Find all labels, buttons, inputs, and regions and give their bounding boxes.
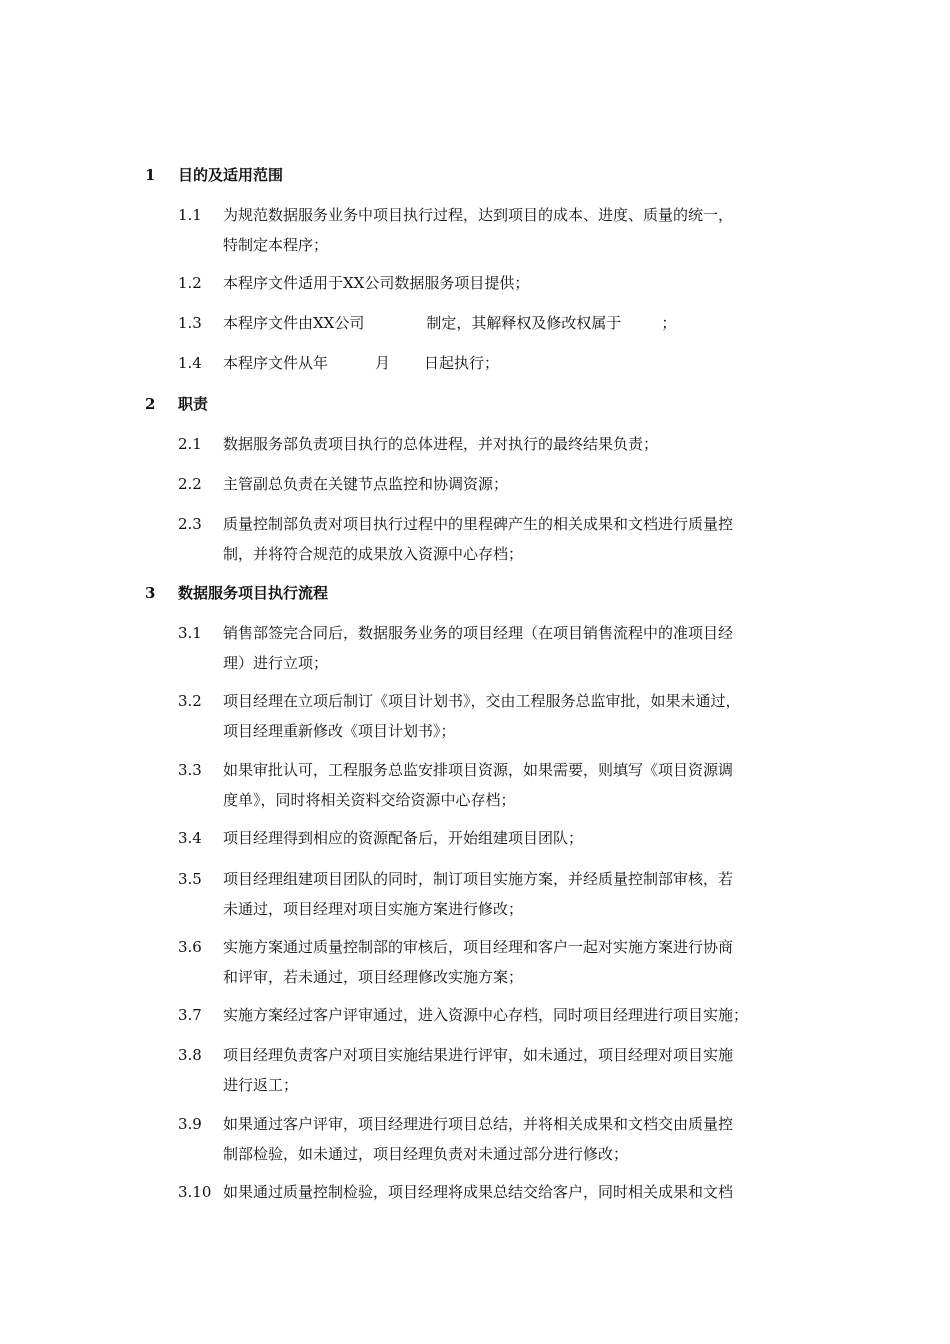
list-item bbox=[178, 755, 733, 815]
item-text-part: 制定，其解释权及修改权属于 bbox=[426, 314, 622, 332]
item-text: 特制定本程序； bbox=[223, 236, 329, 254]
section-number: 3 bbox=[145, 584, 156, 602]
item-text: 项目经理组建项目团队的同时，制订项目实施方案，并经质量控制部审核，若 bbox=[223, 870, 734, 888]
list-item bbox=[178, 823, 583, 853]
item-text-part: 日起执行； bbox=[424, 354, 500, 372]
item-text: 质量控制部负责对项目执行过程中的里程碑产生的相关成果和文档进行质量控 bbox=[223, 515, 734, 533]
item-text: 项目经理重新修改《项目计划书》； bbox=[223, 722, 456, 740]
item-number: 3.8 bbox=[178, 1046, 202, 1064]
item-text: 如果通过客户评审，项目经理进行项目总结，并将相关成果和文档交由质量控 bbox=[223, 1115, 734, 1133]
item-text: 项目经理负责客户对项目实施结果进行评审，如未通过，项目经理对项目实施 bbox=[223, 1046, 734, 1064]
item-text: 销售部签完合同后，数据服务业务的项目经理（在项目销售流程中的准项目经 bbox=[223, 624, 734, 642]
list-item bbox=[178, 469, 508, 499]
item-text: 项目经理在立项后制订《项目计划书》，交由工程服务总监审批，如果未通过， bbox=[223, 692, 741, 710]
item-text-part: 本程序文件由XX公司 bbox=[223, 314, 365, 332]
item-number: 3.2 bbox=[178, 692, 202, 710]
list-item bbox=[178, 1040, 733, 1100]
item-number: 3.6 bbox=[178, 938, 202, 956]
section-heading bbox=[145, 394, 208, 414]
list-item bbox=[178, 509, 733, 569]
item-text: 度单》，同时将相关资料交给资源中心存档； bbox=[223, 791, 516, 809]
item-text: 实施方案通过质量控制部的审核后，项目经理和客户一起对实施方案进行协商 bbox=[223, 938, 734, 956]
list-item bbox=[178, 1109, 733, 1169]
section-number: 1 bbox=[145, 166, 156, 184]
item-number: 1.3 bbox=[178, 314, 202, 332]
section-heading bbox=[145, 583, 328, 603]
list-item bbox=[178, 348, 499, 378]
list-item bbox=[178, 618, 733, 678]
item-text: 制部检验，如未通过，项目经理负责对未通过部分进行修改； bbox=[223, 1145, 629, 1163]
item-text: 数据服务部负责项目执行的总体进程，并对执行的最终结果负责； bbox=[223, 435, 659, 453]
item-number: 3.5 bbox=[178, 870, 202, 888]
item-text: 进行返工； bbox=[223, 1076, 299, 1094]
item-number: 2.3 bbox=[178, 515, 202, 533]
section-number: 2 bbox=[145, 395, 156, 413]
list-item bbox=[178, 686, 741, 746]
item-text: 如果审批认可，工程服务总监安排项目资源，如果需要，则填写《项目资源调 bbox=[223, 761, 734, 779]
item-text: 实施方案经过客户评审通过，进入资源中心存档，同时项目经理进行项目实施； bbox=[223, 1006, 749, 1024]
item-number: 3.9 bbox=[178, 1115, 202, 1133]
list-item bbox=[178, 200, 733, 260]
item-number: 1.1 bbox=[178, 206, 202, 224]
item-text: 本程序文件适用于XX公司数据服务项目提供； bbox=[223, 274, 530, 292]
list-item bbox=[178, 932, 733, 992]
list-item bbox=[178, 429, 658, 459]
item-number: 1.4 bbox=[178, 354, 202, 372]
list-item bbox=[178, 268, 529, 298]
item-text: 理）进行立项； bbox=[223, 654, 329, 672]
section-heading bbox=[145, 165, 283, 185]
item-text: 项目经理得到相应的资源配备后，开始组建项目团队； bbox=[223, 829, 584, 847]
item-text-part: ； bbox=[661, 314, 677, 332]
list-item bbox=[178, 1177, 733, 1207]
item-number: 1.2 bbox=[178, 274, 202, 292]
item-number: 2.1 bbox=[178, 435, 202, 453]
item-text-part: 本程序文件从年 bbox=[223, 354, 329, 372]
item-number: 3.10 bbox=[178, 1183, 212, 1201]
item-number: 3.3 bbox=[178, 761, 202, 779]
item-text: 和评审，若未通过，项目经理修改实施方案； bbox=[223, 968, 524, 986]
item-number: 3.4 bbox=[178, 829, 202, 847]
item-number: 3.1 bbox=[178, 624, 202, 642]
item-text bbox=[223, 308, 676, 338]
item-text: 主管副总负责在关键节点监控和协调资源； bbox=[223, 475, 509, 493]
item-number: 3.7 bbox=[178, 1006, 202, 1024]
item-text: 未通过，项目经理对项目实施方案进行修改； bbox=[223, 900, 524, 918]
item-number: 2.2 bbox=[178, 475, 202, 493]
item-text bbox=[223, 348, 499, 378]
list-item bbox=[178, 864, 733, 924]
item-text: 如果通过质量控制检验，项目经理将成果总结交给客户，同时相关成果和文档 bbox=[223, 1183, 734, 1201]
section-title: 职责 bbox=[178, 395, 209, 413]
item-text: 制，并将符合规范的成果放入资源中心存档； bbox=[223, 545, 524, 563]
list-item bbox=[178, 1000, 748, 1030]
section-title: 目的及适用范围 bbox=[178, 166, 284, 184]
item-text-part: 月 bbox=[375, 354, 391, 372]
list-item bbox=[178, 308, 676, 338]
item-text: 为规范数据服务业务中项目执行过程，达到项目的成本、进度、质量的统一， bbox=[223, 206, 734, 224]
section-title: 数据服务项目执行流程 bbox=[178, 584, 329, 602]
